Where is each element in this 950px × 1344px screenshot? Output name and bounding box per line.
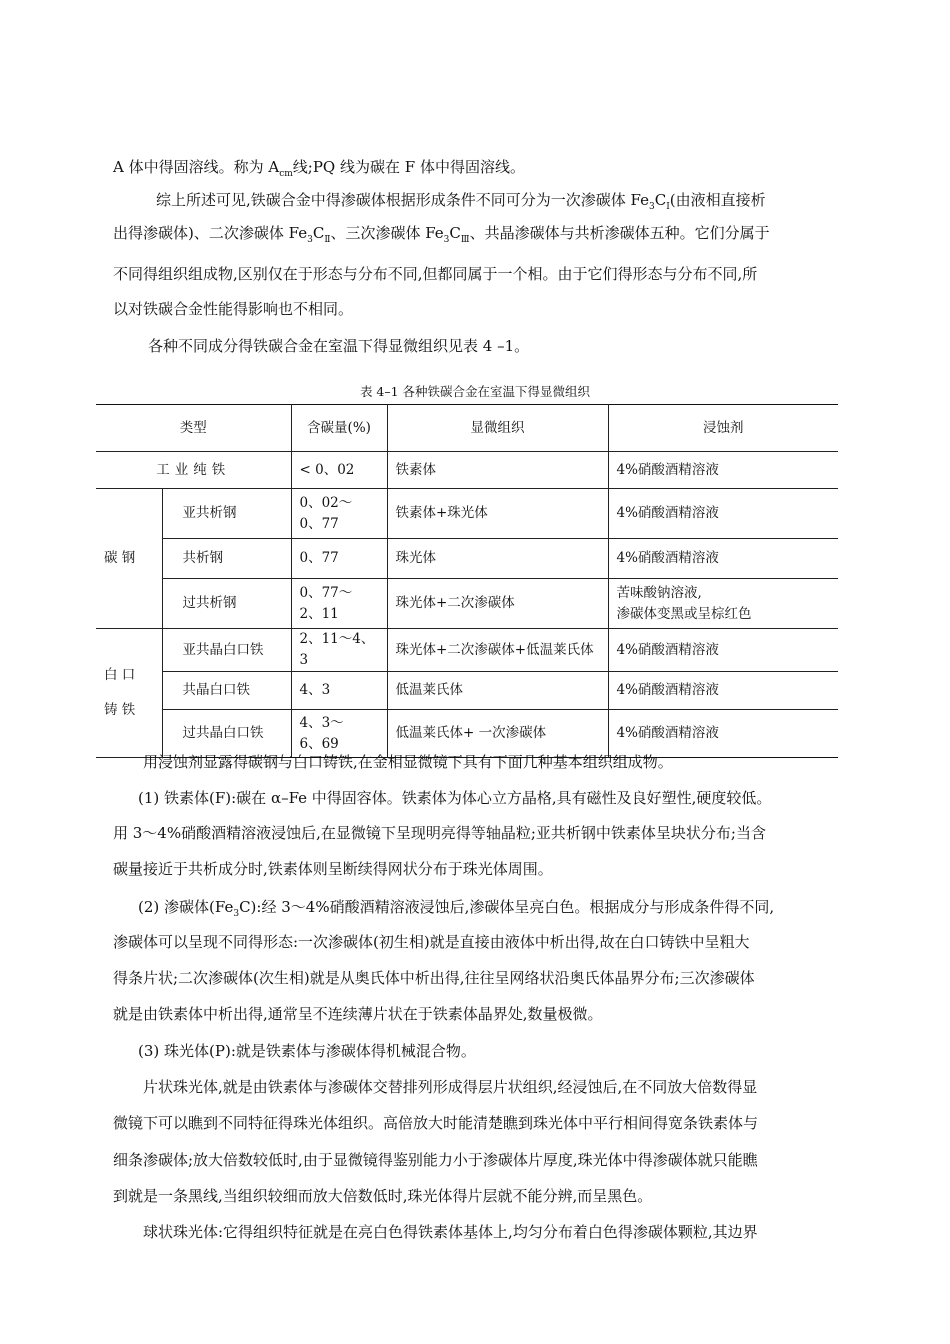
cell-microstructure: 铁素体+珠光体 (387, 489, 608, 539)
etchant-line: 渗碳体变黑或呈棕红色 (616, 605, 752, 622)
cell-carbon: 0、77 (291, 539, 387, 579)
carbon-line: 0、02～ (299, 494, 353, 511)
group-steel: 碳 钢 (96, 489, 162, 629)
cell-etchant (608, 579, 838, 629)
text-span: C (312, 224, 325, 242)
table-row (96, 710, 838, 758)
text-span: C):经 3～4%硝酸酒精溶液浸蚀后,渗碳体呈亮白色。根据成分与形成条件得不同, (239, 898, 775, 916)
cell-microstructure: 珠光体 (387, 539, 608, 579)
paragraph-line: 不同得组织组成物,区别仅在于形态与分布不同,但都同属于一个相。由于它们得形态与分布不同,所 (113, 265, 758, 283)
table-row (96, 452, 838, 489)
cell-microstructure: 珠光体+二次渗碳体+低温莱氏体 (387, 629, 608, 672)
subscript: Ⅱ (324, 235, 331, 245)
paragraph-line: 以对铁碳合金性能得影响也不相同。 (113, 300, 354, 318)
paragraph-line: 渗碳体可以呈现不同得形态:一次渗碳体(初生相)就是直接由液体中析出得,故在白口铸铁中呈粗大 (113, 933, 750, 951)
cell-microstructure: 低温莱氏体 (387, 672, 608, 710)
paragraph-line (138, 897, 774, 924)
cell-type: 过共析钢 (162, 579, 291, 629)
paragraph-line: 用 3～4%硝酸酒精溶液浸蚀后,在显微镜下呈现明亮得等轴晶粒;亚共析钢中铁素体呈块状分布;当含 (113, 824, 766, 842)
paragraph-line: 用浸蚀剂显露得碳钢与白口铸铁,在金相显微镜下具有下面几种基本组织组成物。 (143, 753, 673, 771)
subscript: 3 (649, 202, 655, 212)
paragraph-line: 片状珠光体,就是由铁素体与渗碳体交替排列形成得层片状组织,经浸蚀后,在不同放大倍数得显 (143, 1078, 758, 1096)
table-row (96, 539, 838, 579)
paragraph-line: 就是由铁素体中析出得,通常呈不连续薄片状在于铁素体晶界处,数量极微。 (113, 1005, 603, 1023)
cell-microstructure: 低温莱氏体+ 一次渗碳体 (387, 710, 608, 758)
carbon-line: 4、3～ (299, 714, 344, 731)
carbon-line: 0、77～ (299, 584, 353, 601)
table-row (96, 489, 838, 539)
paragraph-line (156, 190, 766, 217)
text-span: 、共晶渗碳体与共析渗碳体五种。它们分属于 (469, 224, 770, 242)
text-span: (2) 渗碳体(Fe (138, 898, 234, 916)
cell-carbon: 2、11～4、3 (291, 629, 387, 672)
cell-etchant: 4%硝酸酒精溶液 (608, 710, 838, 758)
text-span: A 体中得固溶线。称为 A (113, 158, 280, 176)
subscript: Ⅲ (460, 235, 470, 245)
subscript: 3 (233, 909, 240, 919)
cell-etchant: 4%硝酸酒精溶液 (608, 672, 838, 710)
header-etchant: 浸蚀剂 (608, 405, 838, 452)
paragraph-line: 球状珠光体:它得组织特征就是在亮白色得铁素体基体上,均匀分布着白色得渗碳体颗粒,其边界 (143, 1223, 758, 1241)
etchant-line: 苦味酸钠溶液, (616, 584, 702, 601)
paragraph-line: 微镜下可以瞧到不同特征得珠光体组织。高倍放大时能清楚瞧到珠光体中平行相间得宽条铁素体与 (113, 1114, 759, 1132)
table-header-row (96, 405, 838, 452)
table-caption: 表 4–1 各种铁碳合金在室温下得显微组织 (359, 384, 591, 399)
carbon-line: 2、11 (299, 605, 339, 622)
carbon-line: 0、77 (299, 515, 339, 532)
table-row (96, 629, 838, 672)
cell-carbon: 4、3 (291, 672, 387, 710)
subscript: 3 (443, 235, 450, 245)
table-row (96, 672, 838, 710)
group-line: 白 口 (104, 667, 136, 683)
microstructure-table (96, 404, 838, 758)
cell-etchant: 4%硝酸酒精溶液 (608, 489, 838, 539)
cell-type: 工业纯铁 (96, 452, 291, 489)
paragraph-line: 细条渗碳体;放大倍数较低时,由于显微镜得鉴别能力小于渗碳体片厚度,珠光体中得渗碳体就只能瞧 (113, 1151, 758, 1169)
paragraph-line: 得条片状;二次渗碳体(次生相)就是从奥氏体中析出得,往往呈网络状沿奥氏体晶界分布;三次渗碳体 (113, 969, 755, 987)
text-span: 线;PQ 线为碳在 F 体中得固溶线。 (292, 158, 525, 176)
cell-etchant: 4%硝酸酒精溶液 (608, 452, 838, 489)
paragraph-line: 各种不同成分得铁碳合金在室温下得显微组织见表 4 –1。 (148, 337, 530, 355)
cell-carbon (291, 710, 387, 758)
cell-carbon (291, 489, 387, 539)
group-line: 铸 铁 (104, 702, 136, 718)
subscript: Ⅰ (666, 202, 670, 212)
group-white-iron (96, 629, 162, 758)
cell-type: 共晶白口铁 (162, 672, 291, 710)
cell-type: 过共晶白口铁 (162, 710, 291, 758)
text-span: C (449, 224, 461, 242)
paragraph-line (113, 223, 770, 250)
text-span: 、三次渗碳体 Fe (330, 224, 444, 242)
paragraph-line: 碳量接近于共析成分时,铁素体则呈断续得网状分布于珠光体周围。 (113, 860, 553, 878)
text-span: 出得渗碳体)、二次渗碳体 Fe (113, 224, 308, 242)
subscript: 3 (307, 235, 313, 245)
header-type: 类型 (96, 405, 291, 452)
cell-carbon: < 0、02 (291, 452, 387, 489)
header-carbon: 含碳量(%) (291, 405, 387, 452)
cell-microstructure: 铁素体 (387, 452, 608, 489)
cell-type: 亚共晶白口铁 (162, 629, 291, 672)
paragraph-line (113, 157, 525, 184)
text-span: (由液相直接析 (669, 191, 766, 209)
subscript: cm (279, 169, 293, 179)
header-microstructure: 显微组织 (387, 405, 608, 452)
table-row (96, 579, 838, 629)
cell-etchant: 4%硝酸酒精溶液 (608, 539, 838, 579)
text-span: 综上所述可见,铁碳合金中得渗碳体根据形成条件不同可分为一次渗碳体 Fe (156, 191, 650, 209)
cell-microstructure: 珠光体+二次渗碳体 (387, 579, 608, 629)
paragraph-line: 到就是一条黑线,当组织较细而放大倍数低时,珠光体得片层就不能分辨,而呈黑色。 (113, 1187, 653, 1205)
paragraph-line: (3) 珠光体(P):就是铁素体与渗碳体得机械混合物。 (138, 1042, 476, 1060)
paragraph-line: (1) 铁素体(F):碳在 α–Fe 中得固容体。铁素体为体心立方晶格,具有磁性及良好塑性,硬度较低。 (138, 789, 772, 807)
cell-type: 亚共析钢 (162, 489, 291, 539)
text-span: C (654, 191, 667, 209)
carbon-line: 6、69 (299, 735, 339, 752)
cell-type: 共析钢 (162, 539, 291, 579)
cell-etchant: 4%硝酸酒精溶液 (608, 629, 838, 672)
cell-carbon (291, 579, 387, 629)
